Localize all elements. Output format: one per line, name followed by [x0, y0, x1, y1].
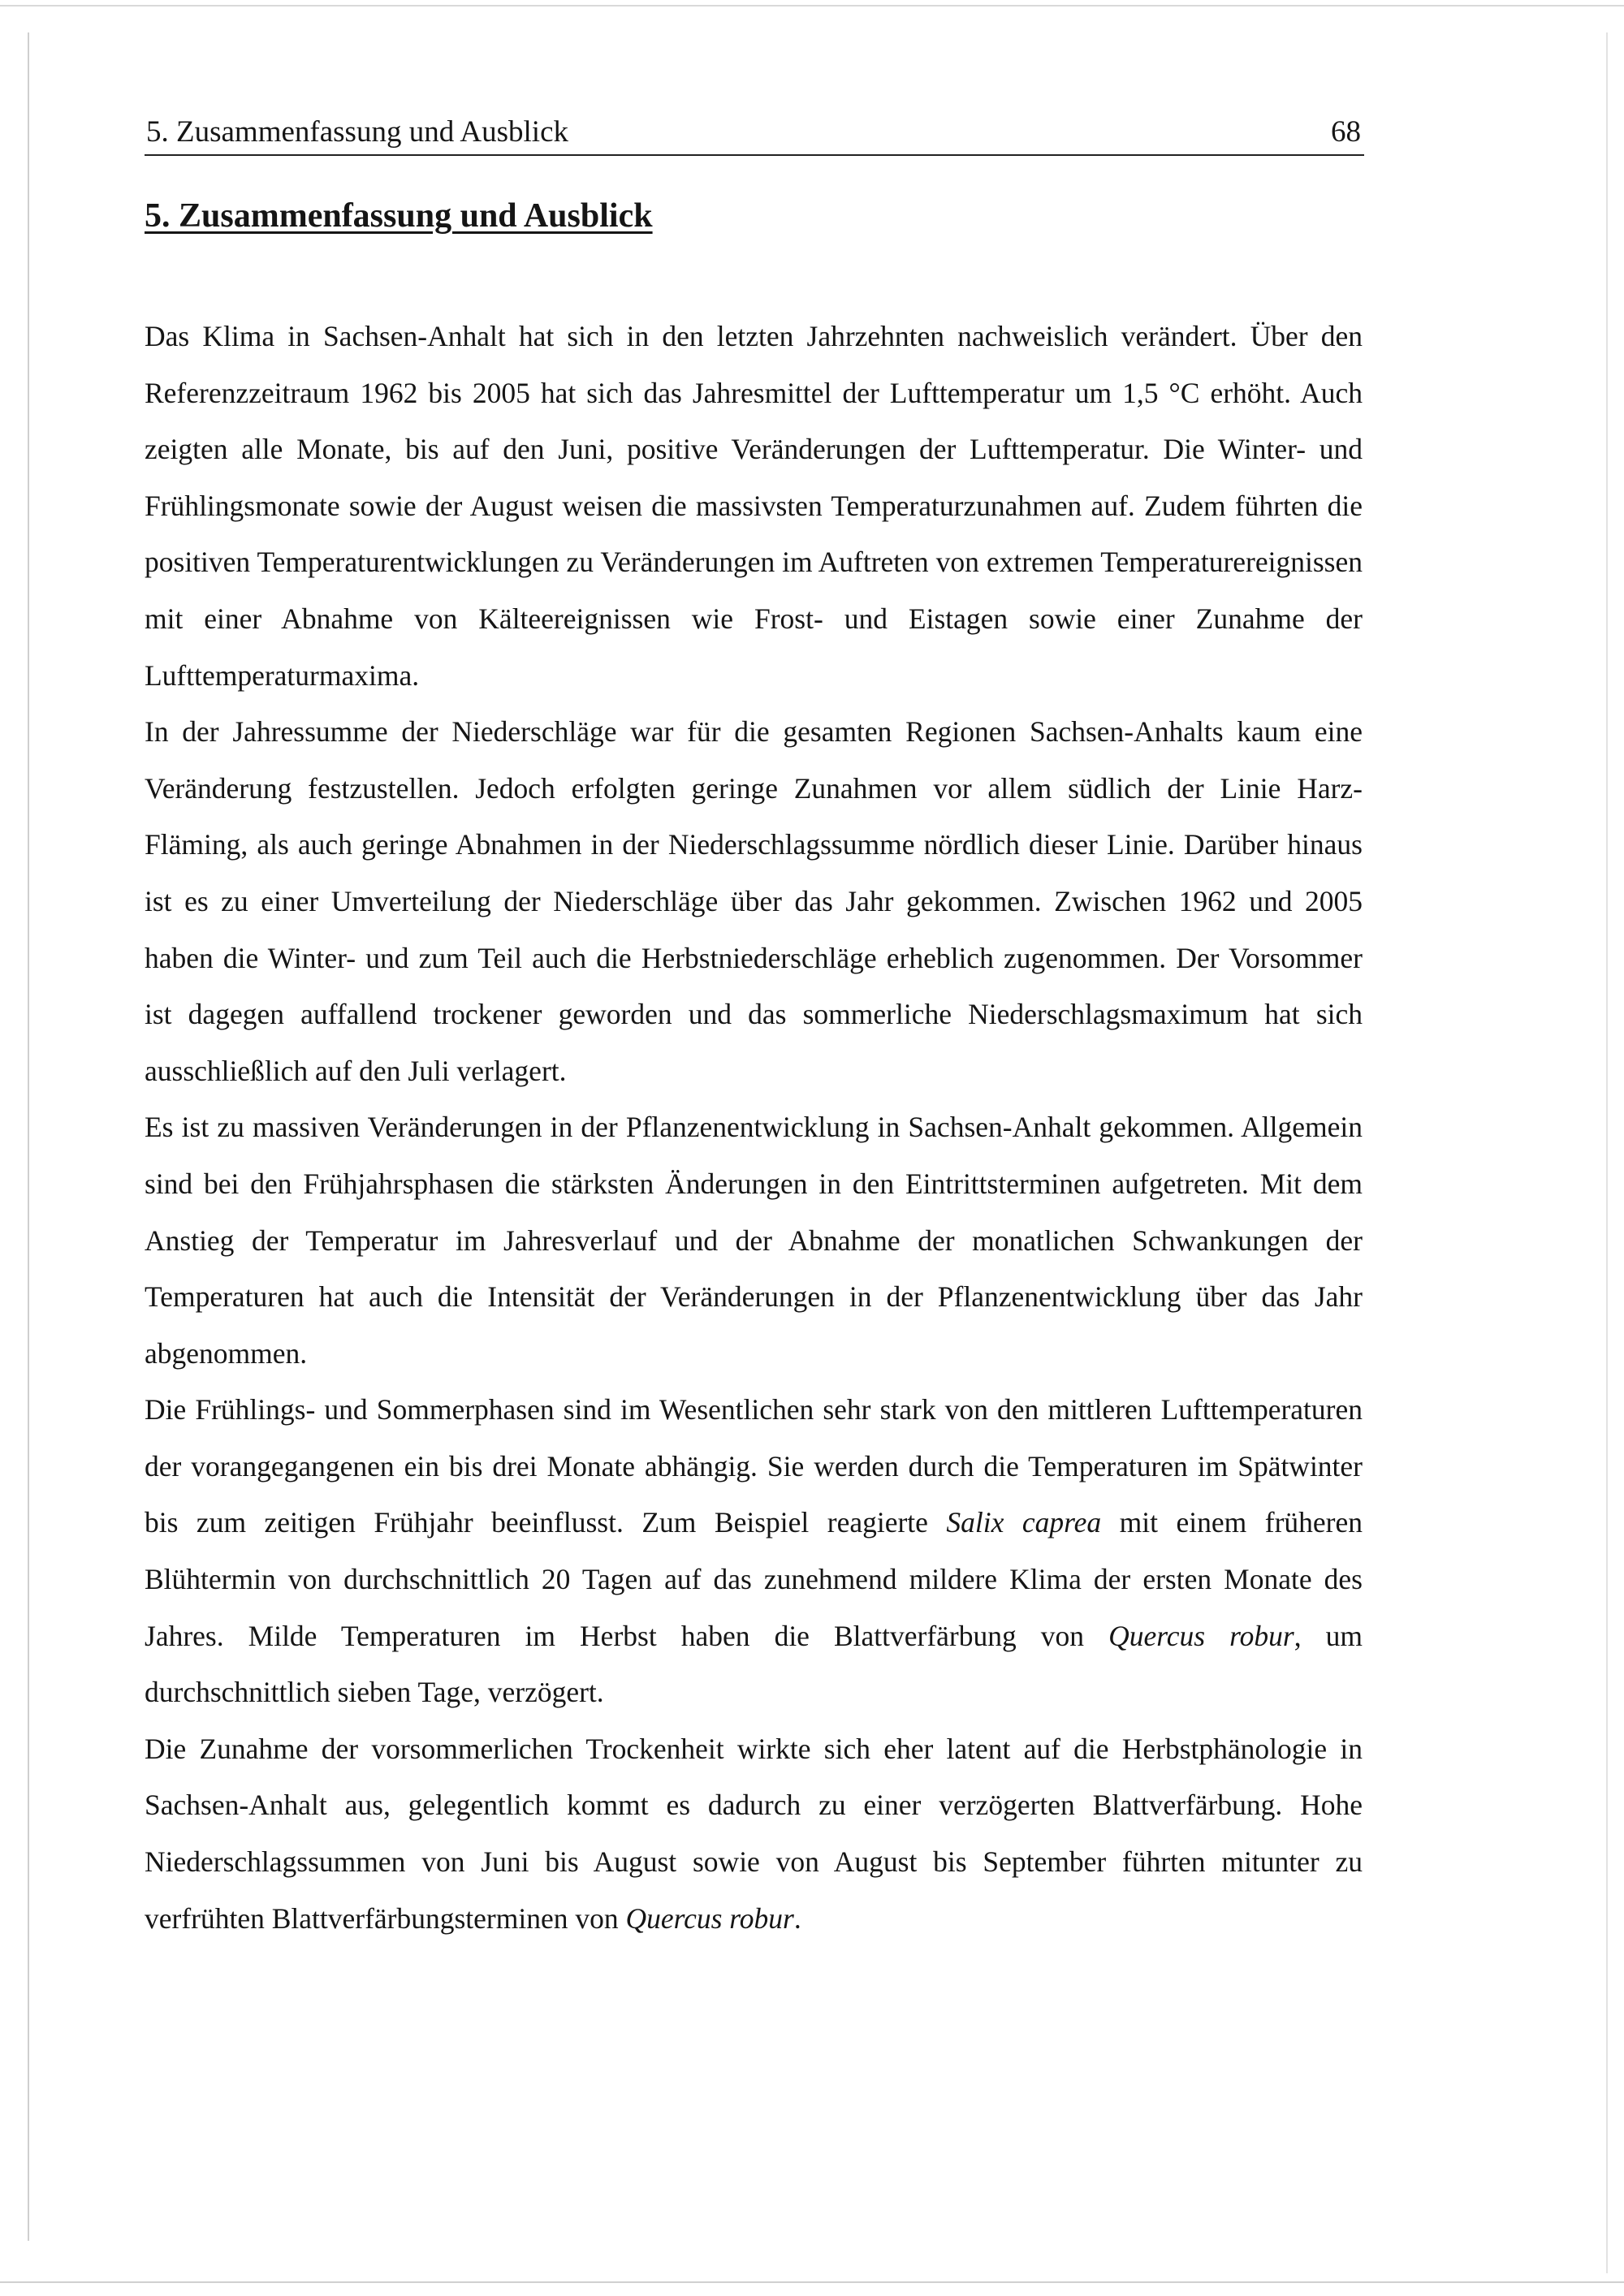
paragraph-plant-development: Es ist zu massiven Veränderungen in der Pflanzenentwicklung in Sachsen-Anhalt gekommen. Allgemein sind bei den Frühjahrsphasen die stärksten Änderungen in den Eintrittsterminen aufgetreten. Mit dem Anstieg der Temperatur im Jahresverlauf und der Abnahme der monatlichen Schwankungen der Temperaturen hat auch die Intensität der Veränderungen in der Pflanzenentwicklung über das Jahr abgenommen. [145, 1111, 1363, 1370]
text-fragment: Die Frühlings- und Sommerphasen sind im Wesentlichen sehr stark von den mittleren Lufttemperaturen der vorangegangenen ein bis drei Monate abhängig. Sie werden durch die Temperaturen im Spätwinter bis zum zeitigen Frühjahr beeinflusst. Zum Beispiel reagierte [145, 1393, 1363, 1539]
scan-edge-top [0, 5, 1624, 6]
species-name-salix: Salix caprea [946, 1506, 1102, 1539]
paragraph-precipitation: In der Jahressumme der Niederschläge war für die gesamten Regionen Sachsen-Anhalts kaum eine Veränderung festzustellen. Jedoch erfolgten geringe Zunahmen vor allem südlich der Linie Harz-Fläming, als auch geringe Abnahmen in der Niederschlagssumme nördlich dieser Linie. Darüber hinaus ist es zu einer Umverteilung der Niederschläge über das Jahr gekommen. Zwischen 1962 und 2005 haben die Winter- und zum Teil auch die Herbstniederschläge erheblich zugenommen. Der Vorsommer ist dagegen auffallend trockener geworden und das sommerliche Niederschlagsmaximum hat sich ausschließlich auf den Juli verlagert. [145, 715, 1363, 1087]
running-header-title: 5. Zusammenfassung und Ausblick [146, 115, 569, 149]
text-fragment: . [793, 1901, 801, 1935]
paragraph-spring-summer-phases [145, 1382, 1363, 1721]
scan-edge-right [1606, 32, 1608, 2273]
paragraph-autumn-phenology [145, 1721, 1363, 1947]
species-name-quercus: Quercus robur [625, 1901, 794, 1935]
page-number: 68 [1331, 115, 1361, 149]
running-header [145, 110, 1364, 156]
text-fragment: Die Zunahme der vorsommerlichen Trockenheit wirkte sich eher latent auf die Herbstphänologie in Sachsen-Anhalt aus, gelegentlich kommt es dadurch zu einer verzögerten Blattverfärbung. Hohe Niederschlagssummen von Juni bis August sowie von August bis September führten mitunter zu verfrühten Blattverfärbungsterminen von [145, 1732, 1363, 1935]
body-text [145, 309, 1363, 1947]
text-fragment: mit einem früheren Blühtermin von durchschnittlich 20 Tagen auf das zunehmend mildere Klima der ersten Monate des Jahres. Milde Temperaturen im Herbst haben die Blattverfärbung von [145, 1506, 1363, 1652]
text-fragment: , um durchschnittlich sieben Tage, verzögert. [145, 1619, 1363, 1709]
section-heading: 5. Zusammenfassung und Ausblick [145, 197, 653, 235]
scan-edge-left [28, 32, 29, 2241]
scan-edge-bottom [0, 2281, 1624, 2283]
paragraph-climate-temperature: Das Klima in Sachsen-Anhalt hat sich in den letzten Jahrzehnten nachweislich verändert. Über den Referenzzeitraum 1962 bis 2005 hat sich das Jahresmittel der Lufttemperatur um 1,5 °C erhöht. Auch zeigten alle Monate, bis auf den Juni, positive Veränderungen der Lufttemperatur. Die Winter- und Frühlingsmonate sowie der August weisen die massivsten Temperaturzunahmen auf. Zudem führten die positiven Temperaturentwicklungen zu Veränderungen im Auftreten von extremen Temperaturereignissen mit einer Abnahme von Kälteereignissen wie Frost- und Eistagen sowie einer Zunahme der Lufttemperaturmaxima. [145, 320, 1363, 692]
species-name-quercus: Quercus robur [1108, 1619, 1294, 1652]
